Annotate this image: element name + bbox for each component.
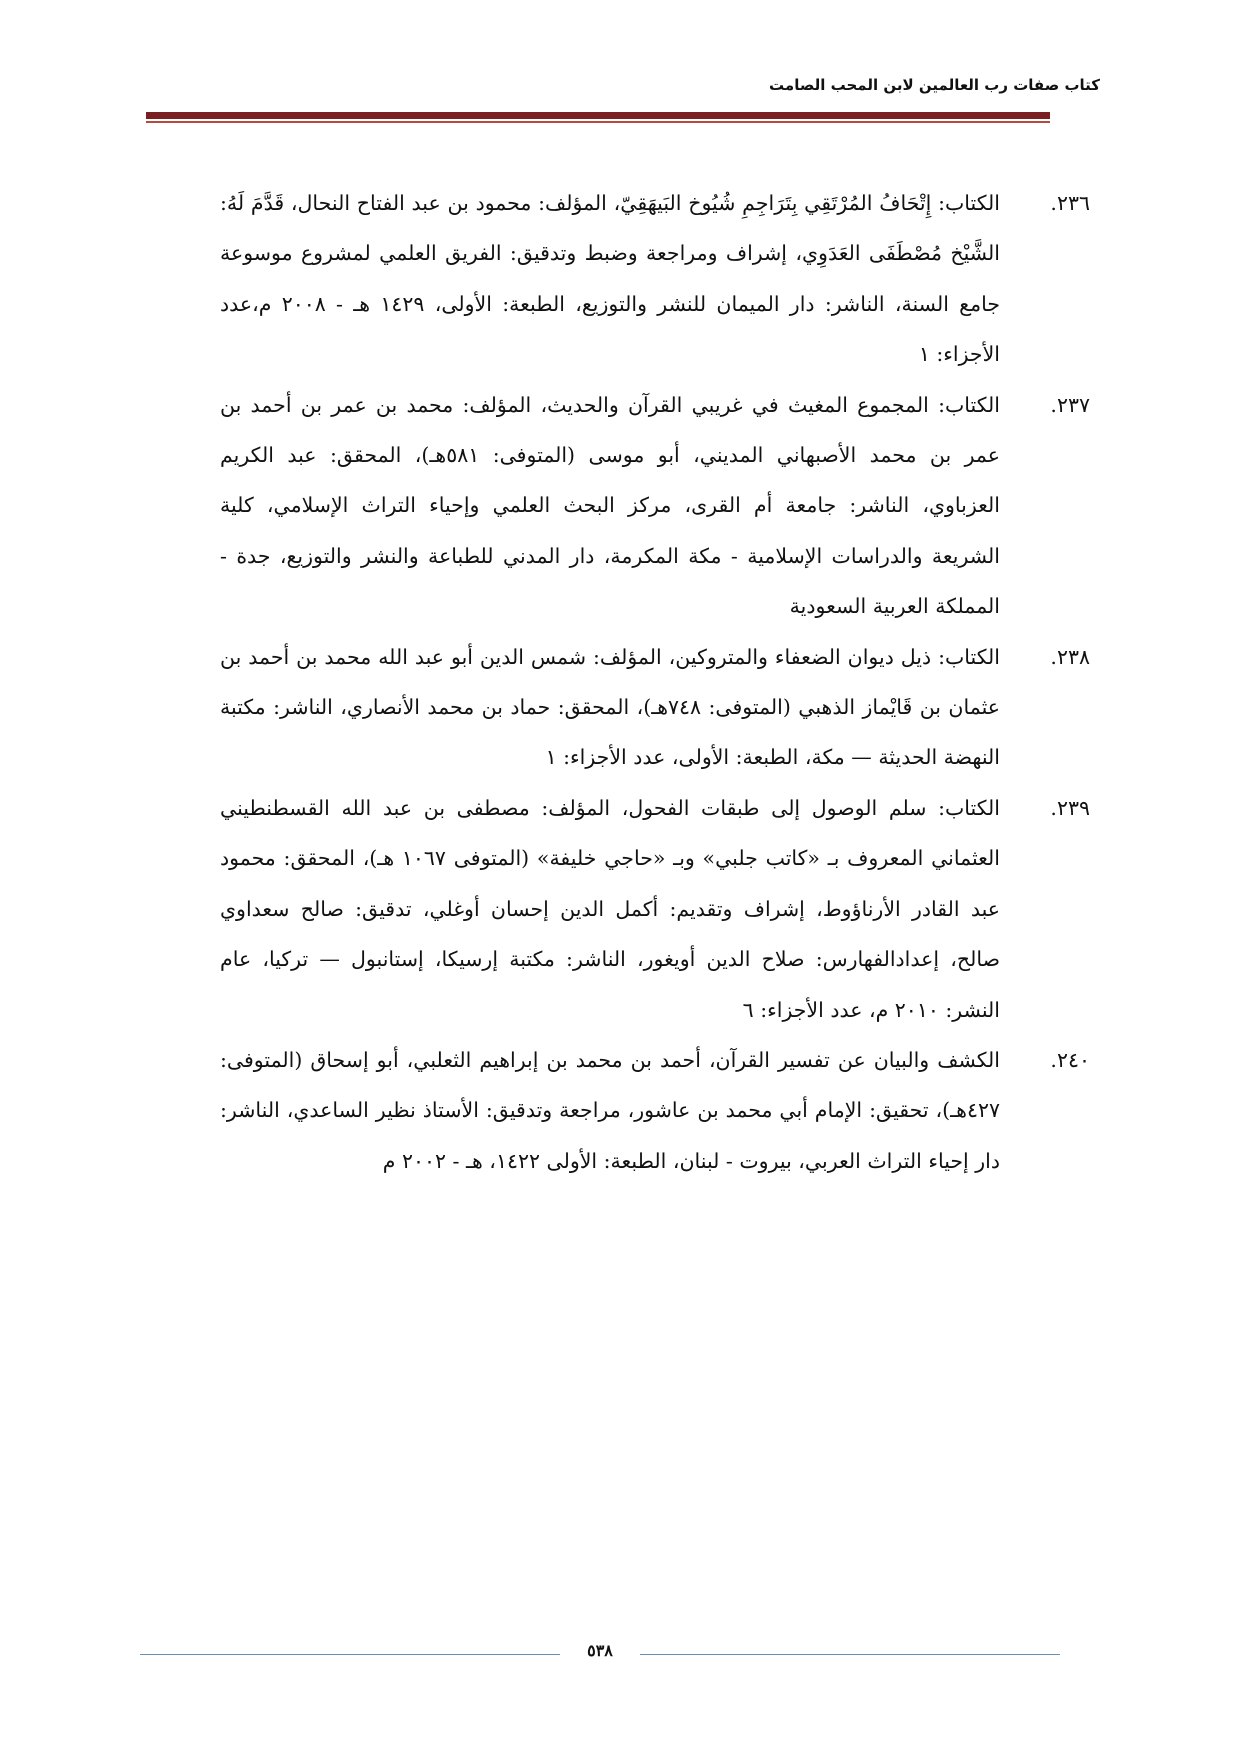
header-rule-accent: [146, 121, 1050, 123]
footer-rule-right: [640, 1654, 1060, 1655]
bibliography-entry: [220, 1035, 1090, 1186]
entry-text: الكتاب: سلم الوصول إلى طبقات الفحول، المؤلف: مصطفى بن عبد الله القسطنطيني العثماني المعروف بـ «كاتب جلبي» وبـ «حاجي خليفة» (المتوفى ١٠٦٧ هـ)، المحقق: محمود عبد القادر الأرناؤوط، إشراف وتقديم: أكمل الدين إحسان أوغلي، تدقيق: صالح سعداوي صالح، إعدادالفهارس: صلاح الدين أويغور، الناشر: مكتبة إرسيكا، إستانبول — تركيا، عام النشر: ٢٠١٠ م، عدد الأجزاء: ٦: [220, 795, 1000, 1022]
entry-number: ٢٣٧.: [1050, 392, 1090, 417]
bibliography-entry: [220, 632, 1090, 783]
footer-rule-left: [140, 1654, 560, 1655]
page-number: ٥٣٨: [587, 1641, 613, 1660]
entry-number: ٢٣٨.: [1050, 644, 1090, 669]
bibliography-list: [220, 178, 1090, 1186]
header-rule: [146, 112, 1050, 119]
entry-text: الكتاب: إِتْحَافُ المُرْتَقِي بِتَرَاجِمِ شُيُوخ البَيهَقِيّ، المؤلف: محمود بن عبد الفتاح النحال، قَدَّمَ لَهُ: الشَّيْخ مُصْطَفَى العَدَوِي، إشراف ومراجعة وضبط وتدقيق: الفريق العلمي لمشروع موسوعة جامع السنة، الناشر: دار الميمان للنشر والتوزيع، الطبعة: الأولى، ١٤٢٩ هـ - ٢٠٠٨ م،عدد الأجزاء: ١: [220, 191, 1000, 367]
entry-text: الكتاب: المجموع المغيث في غريبي القرآن والحديث، المؤلف: محمد بن عمر بن أحمد بن عمر بن محمد الأصبهاني المديني، أبو موسى (المتوفى: ٥٨١هـ)، المحقق: عبد الكريم العزباوي، الناشر: جامعة أم القرى، مركز البحث العلمي وإحياء التراث الإسلامي، كلية الشريعة والدراسات الإسلامية - مكة المكرمة، دار المدني للطباعة والنشر والتوزيع، جدة - المملكة العربية السعودية: [220, 392, 1001, 619]
running-header-title: كتاب صفات رب العالمين لابن المحب الصامت: [769, 76, 1100, 94]
entry-number: ٢٣٩.: [1050, 795, 1090, 820]
entry-number: ٢٣٦.: [1050, 191, 1090, 215]
entry-text: الكتاب: ذيل ديوان الضعفاء والمتروكين، المؤلف: شمس الدين أبو عبد الله محمد بن أحمد بن عثمان بن قَايْماز الذهبي (المتوفى: ٧٤٨هـ)، المحقق: حماد بن محمد الأنصاري، الناشر: مكتبة النهضة الحديثة — مكة، الطبعة: الأولى، عدد الأجزاء: ١: [220, 644, 1001, 770]
entry-number: ٢٤٠.: [1050, 1047, 1090, 1072]
bibliography-entry: [220, 380, 1090, 632]
entry-text: الكشف والبيان عن تفسير القرآن، أحمد بن محمد بن إبراهيم الثعلبي، أبو إسحاق (المتوفى: ٤٢٧هـ)، تحقيق: الإمام أبي محمد بن عاشور، مراجعة وتدقيق: الأستاذ نظير الساعدي، الناشر: دار إحياء التراث العربي، بيروت - لبنان، الطبعة: الأولى ١٤٢٢، هـ - ٢٠٠٢ م: [220, 1047, 1000, 1173]
bibliography-entry: [220, 783, 1090, 1035]
bibliography-entry: [220, 178, 1090, 380]
